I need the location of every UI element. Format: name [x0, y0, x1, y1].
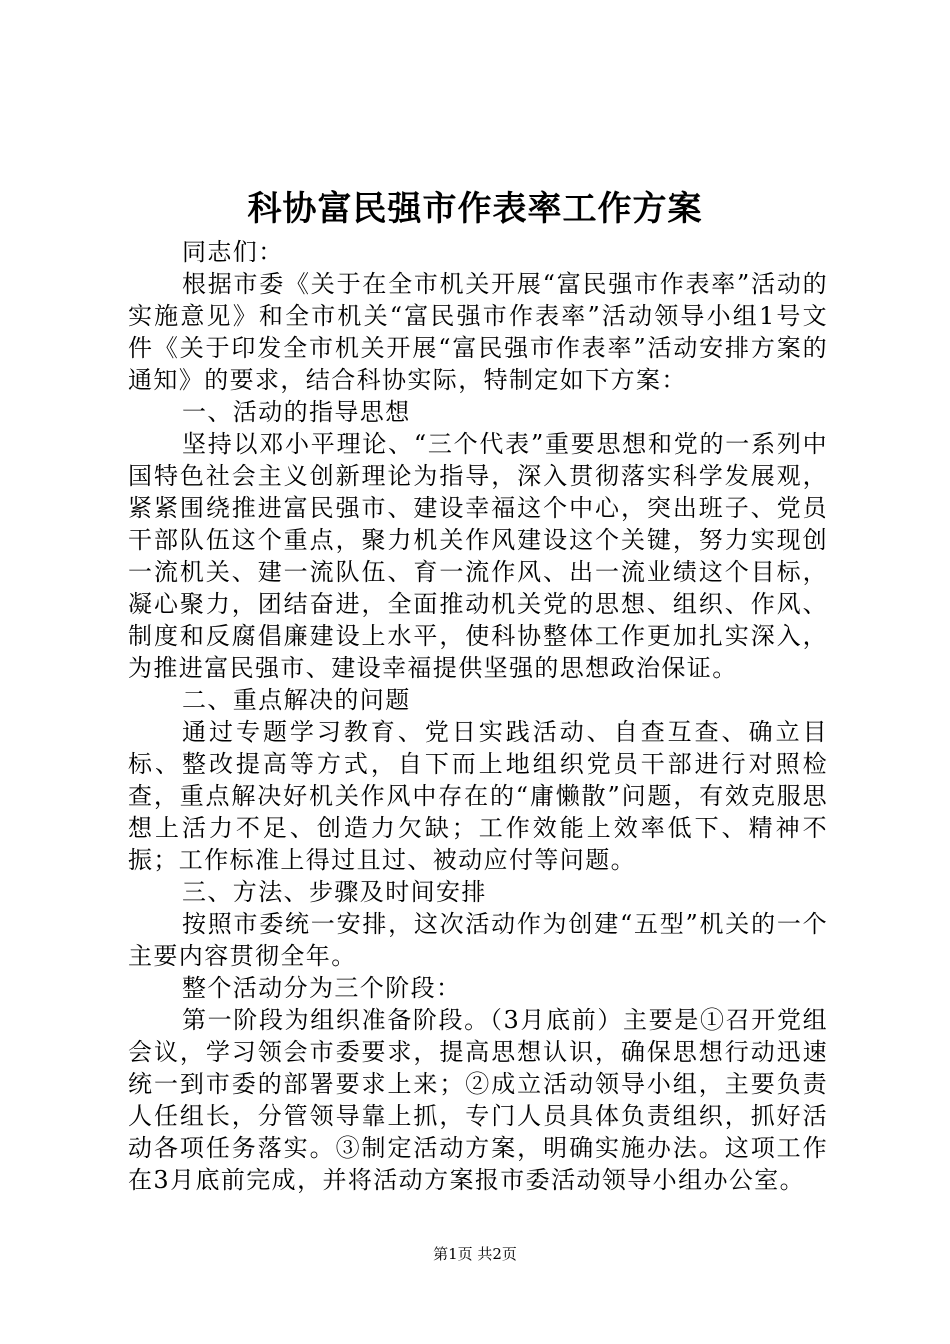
- section-heading-3: 三、方法、步骤及时间安排: [182, 878, 487, 906]
- salutation: 同志们：: [182, 238, 284, 266]
- section-heading-2: 二、重点解决的问题: [182, 686, 411, 714]
- paragraph-intro: 根据市委《关于在全市机关开展“富民强市作表率”活动的实施意见》和全市机关“富民强市作表率”活动领导小组1号文件《关于印发全市机关开展“富民强市作表率”活动安排方案的通知》的要求，结合科协实际，特制定如下方案：: [128, 270, 828, 394]
- paragraph-arrangement: 按照市委统一安排，这次活动作为创建“五型”机关的一个主要内容贯彻全年。: [128, 910, 828, 970]
- document-title: 科协富民强市作表率工作方案: [247, 189, 703, 229]
- section-heading-1: 一、活动的指导思想: [182, 398, 411, 426]
- paragraph-stages-intro: 整个活动分为三个阶段：: [182, 974, 462, 1002]
- paragraph-stage-one: 第一阶段为组织准备阶段。（3月底前）主要是①召开党组会议，学习领会市委要求，提高思想认识，确保思想行动迅速统一到市委的部署要求上来；②成立活动领导小组，主要负责人任组长，分管领导靠上抓，专门人员具体负责组织，抓好活动各项任务落实。③制定活动方案，明确实施办法。这项工作在3月底前完成，并将活动方案报市委活动领导小组办公室。: [128, 1006, 828, 1194]
- document-body: [128, 236, 828, 1196]
- page-footer: 第1页 共2页: [433, 1245, 517, 1263]
- paragraph-guiding-thought: 坚持以邓小平理论、“三个代表”重要思想和党的一系列中国特色社会主义创新理论为指导，深入贯彻落实科学发展观，紧紧围绕推进富民强市、建设幸福这个中心，突出班子、党员干部队伍这个重点，聚力机关作风建设这个关键，努力实现创一流机关、建一流队伍、育一流作风、出一流业绩这个目标，凝心聚力，团结奋进，全面推动机关党的思想、组织、作风、制度和反腐倡廉建设上水平，使科协整体工作更加扎实深入，为推进富民强市、建设幸福提供坚强的思想政治保证。: [128, 430, 828, 682]
- paragraph-key-problems: 通过专题学习教育、党日实践活动、自查互查、确立目标、整改提高等方式，自下而上地组织党员干部进行对照检查，重点解决好机关作风中存在的“庸懒散”问题，有效克服思想上活力不足、创造力欠缺；工作效能上效率低下、精神不振；工作标准上得过且过、被动应付等问题。: [128, 718, 828, 874]
